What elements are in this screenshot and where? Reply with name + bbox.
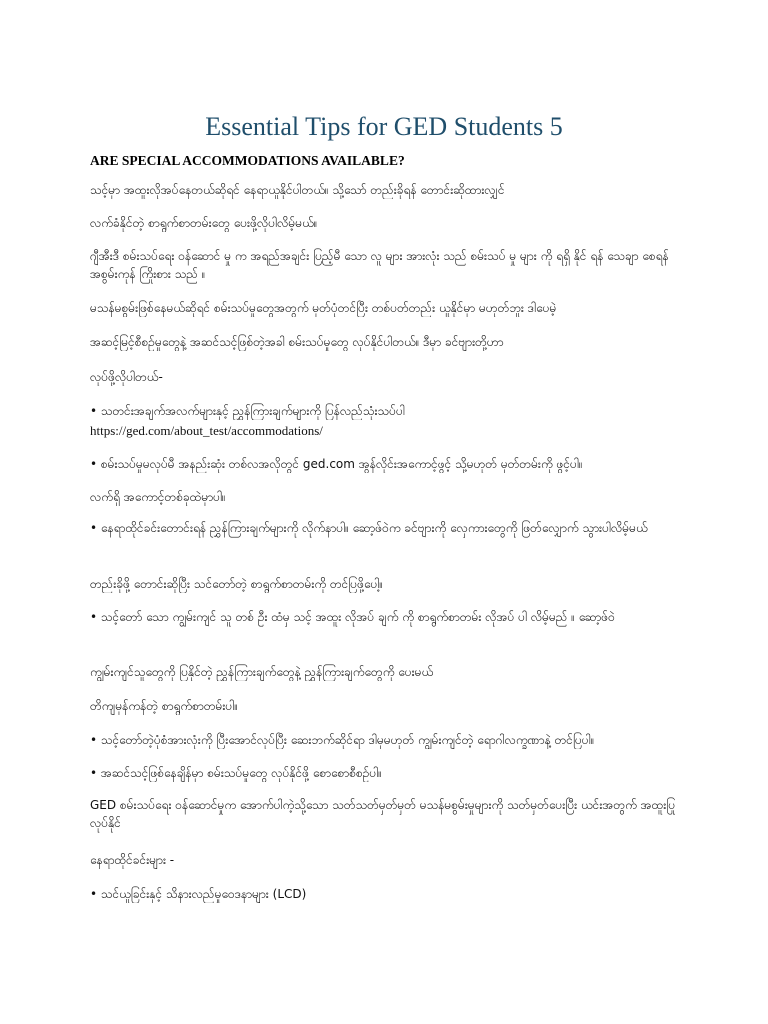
section-heading: ARE SPECIAL ACCOMMODATIONS AVAILABLE? <box>90 153 405 168</box>
list-item: • နေရာထိုင်ခင်းတောင်းရန် ညွှန်ကြားချက်များကို လိုက်နာပါ။ ဆော့ဖ်ဝဲက ခင်ဗျားကို လှေကားတွေကို ဖြတ်လျှောက် သွားပါလိမ့်မယ် <box>90 521 648 535</box>
list-item: • သင်ယူခြင်းနှင့် သိနားလည်မှုဝေဒနာများ (LCD) <box>90 887 307 901</box>
paragraph-line: နေရာထိုင်ခင်းများ - <box>90 853 175 867</box>
paragraph-line: ဂျီအီးဒီ စမ်းသပ်ရေး ဝန်ဆောင် မှု က အရည်အချင်း ပြည့်မီ သော လူ များ အားလုံး သည် စမ်းသပ် မှု များ ကို ရရှိ နိုင် ရန် သေချာ စေရန် အစွမ်းကုန် ကြိုးစား သည် ။ <box>90 249 669 281</box>
paragraph-line: သင့်မှာ အထူးလိုအပ်နေတယ်ဆိုရင် နေရာယူနိုင်ပါတယ်။ သို့သော် တည်းခိုရန် တောင်းဆိုထားလျှင် <box>90 183 505 197</box>
accommodations-link[interactable]: https://ged.com/about_test/accommodations/ <box>90 423 323 438</box>
paragraph-line: လက်ခံနိုင်တဲ့ စာရွက်စာတမ်းတွေ ပေးဖို့လိုပါလိမ့်မယ်။ <box>90 216 318 230</box>
paragraph-line: လုပ်ဖို့လိုပါတယ်- <box>90 370 163 384</box>
paragraph-line: တည်းခိုဖို့ တောင်းဆိုပြီး သင်တော်တဲ့ စာရွက်စာတမ်းကို တင်ပြဖို့ပေါ့။ <box>90 577 384 591</box>
paragraph-line: GED စမ်းသပ်ရေး ဝန်ဆောင်မှုက အောက်ပါကဲ့သို့သော သတ်သတ်မှတ်မှတ် မသန်မစွမ်းမှုများကို သတ်မှတ်ပေးပြီး ယင်းအတွက် အထူးပြုလုပ်နိုင် <box>90 798 676 830</box>
paragraph-line: အဆင့်မြင့်စီစဉ်မှုတွေနဲ့ အဆင်သင့်ဖြစ်တဲ့အခါ စမ်းသပ်မှုတွေ လုပ်နိုင်ပါတယ်။ ဒီမှာ ခင်ဗျားတို့ဟာ <box>90 335 504 349</box>
paragraph-line: ကျွမ်းကျင်သူတွေကို ပြနိုင်တဲ့ ညွှန်ကြားချက်တွေနဲ့ ညွှန်ကြားချက်တွေကို ပေးမယ် <box>90 665 434 679</box>
list-item: • အဆင်သင့်ဖြစ်နေချိန်မှာ စမ်းသပ်မှုတွေ လုပ်နိုင်ဖို့ စောစောစီစဉ်ပါ။ <box>90 766 382 780</box>
list-item: • သတင်းအချက်အလက်များနှင့် ညွှန်ကြားချက်များကို ပြန်လည်သုံးသပ်ပါ <box>90 404 405 418</box>
paragraph-line: မသန်မစွမ်းဖြစ်နေမယ်ဆိုရင် စမ်းသပ်မှုတွေအတွက် မှတ်ပုံတင်ပြီး တစ်ပတ်တည်း ယူနိုင်မှာ မဟုတ်ဘူး ဒါပေမဲ့ <box>90 301 557 315</box>
paragraph-line: တိကျမှန်ကန်တဲ့ စာရွက်စာတမ်းပါ။ <box>90 699 238 713</box>
list-item: • သင့်တော် သော ကျွမ်းကျင် သူ တစ် ဦး ထံမှ သင့် အထူး လိုအပ် ချက် ကို စာရွက်စာတမ်း လိုအပ် ပါ လိမ့်မည် ။ ဆော့ဖ်ဝဲ <box>90 610 615 624</box>
list-item: • သင့်တော်တဲ့ပုံစံအားလုံးကို ပြီးအောင်လုပ်ပြီး ဆေးဘက်ဆိုင်ရာ ဒါမှမဟုတ် ကျွမ်းကျင်တဲ့ ရောဂါလက္ခဏာနဲ့ တင်ပြပါ။ <box>90 733 595 747</box>
paragraph-line: လက်ရှိ အကောင့်တစ်ခုထဲမှာပါ။ <box>90 490 226 504</box>
list-item: • စမ်းသပ်မှုမလုပ်မီ အနည်းဆုံး တစ်လအလိုတွင် ged.com အွန်လိုင်းအကောင့်ဖွင့် သို့မဟုတ် မှတ်တမ်းကို ဖွင့်ပါ။ <box>90 457 583 471</box>
document-title: Essential Tips for GED Students 5 <box>205 112 563 141</box>
